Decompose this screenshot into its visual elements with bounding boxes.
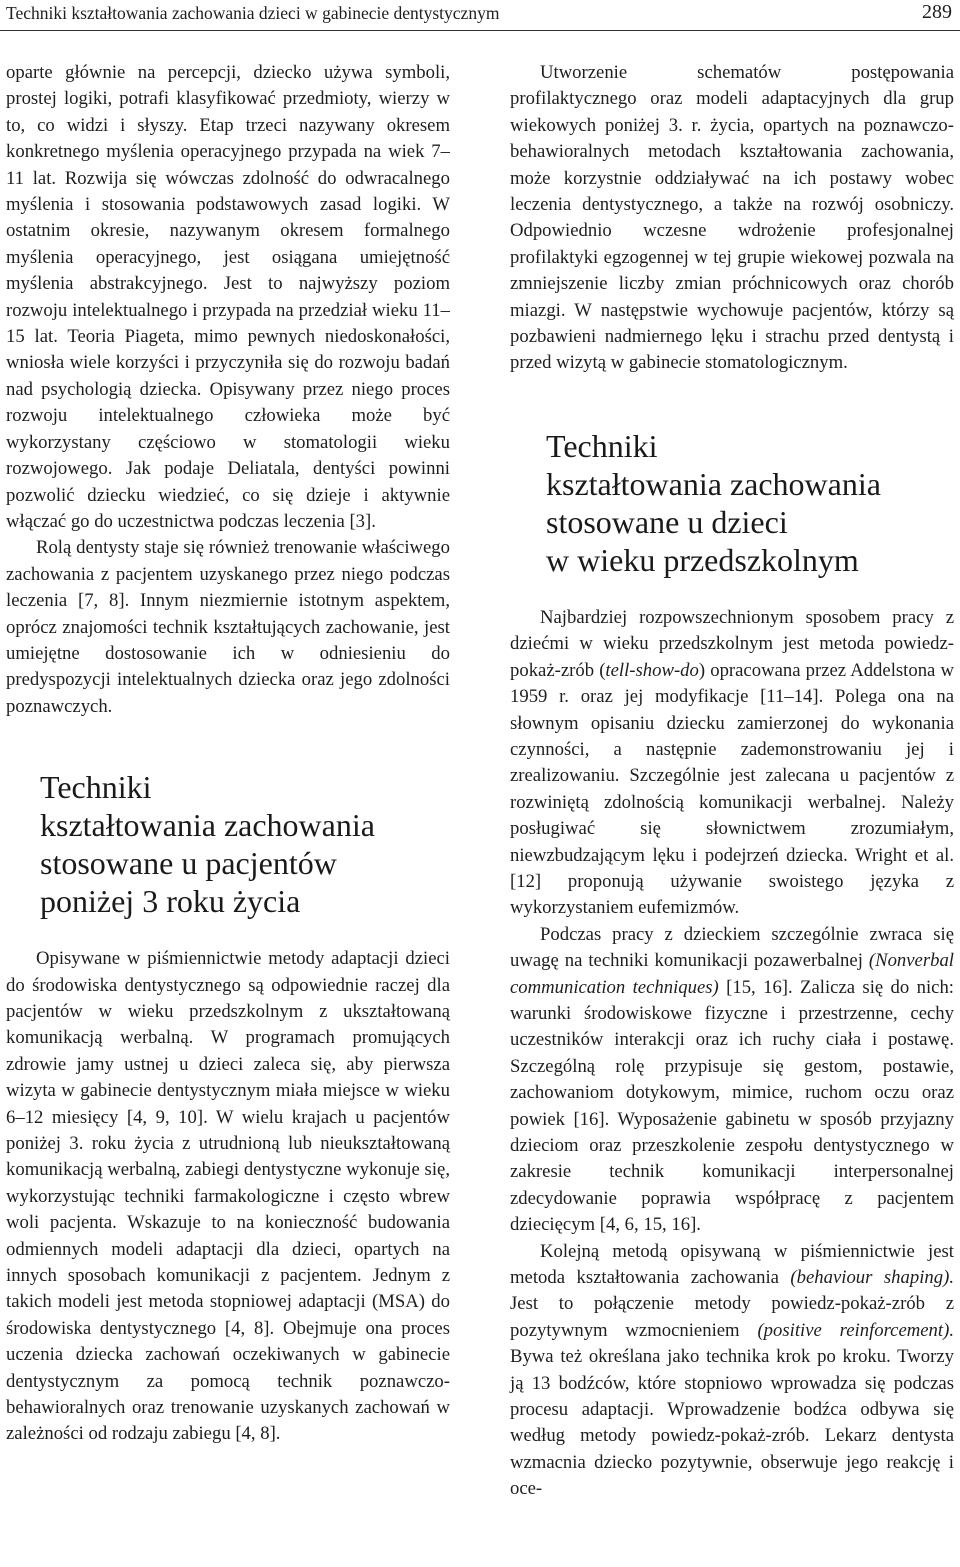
heading-line: Techniki	[40, 769, 152, 806]
text-run: Kolejną metodą opisywaną w piśmiennictwie jest metoda kształtowania zachowania	[510, 1240, 954, 1289]
heading-line: kształtowania zachowania	[40, 807, 375, 844]
left-column	[6, 60, 450, 1448]
text-run: ) opracowana przez Addelstona w 1959 r. oraz jej modyfikacje [11–14]. Polega ona na słownym opisaniu dziecku zamierzonej do wykonania czynności, a następnie zademonstrowaniu jej i zrealizowaniu. Szczególnie jest zalecana u pacjentów z rozwiniętą zdolnością komunikacji werbalnej. Należy posługiwać się słownictwem zrozumiałym, niewzbudzającym lęku i podejrzeń dziecka. Wright et al. [12] proponują używanie swoistego języka z wykorzystaniem eufemizmów.	[510, 659, 954, 919]
italic-term: (Nonverbal communication techniques)	[510, 950, 954, 998]
right-paragraph-2	[510, 605, 954, 922]
heading-line: stosowane u pacjentów	[40, 845, 337, 882]
left-paragraph-1: oparte głównie na percepcji, dziecko używa symboli, prostej logiki, potrafi klasyfikować przedmioty, wierzy w to, co widzi i słyszy. Etap trzeci nazywany okresem konkretnego myślenia operacyjnego przypada na wiek 7–11 lat. Rozwija się wówczas zdolność do odwracalnego myślenia i stosowania podstawowych zasad logiki. W ostatnim okresie, nazywanym okresem formalnego myślenia operacyjnego, jest osiągana umiejętność myślenia abstrakcyjnego. Jest to najwyższy poziom rozwoju intelektualnego i przypada na przedział wieku 11–15 lat. Teoria Piageta, mimo pewnych niedoskonałości, wniosła wiele korzyści i przyczyniła się do rozwoju badań nad psychologią dziecka. Opisywany przez niego proces rozwoju intelektualnego człowieka może być wykorzystany częściowo w stomatologii wieku rozwojowego. Jak podaje Deliatala, dentyści powinni pozwolić dziecku wiedzieć, co się dzieje i aktywnie włączać go do uczestnictwa podczas leczenia [3].	[6, 62, 450, 532]
right-paragraph-1: Utworzenie schematów postępowania profilaktycznego oraz modeli adaptacyjnych dla grup wiekowych poniżej 3. r. życia, opartych na poznawczo-behawioralnych metodach kształtowania zachowania, może korzystnie oddziaływać na ich postawy wobec leczenia dentystycznego, a także na rozwój osobniczy. Odpowiednio wczesne wdrożenie profesjonalnej profilaktyki egzogennej w tej grupie wiekowej pozwala na zmniejszenie liczby zmian próchnicowych oraz chorób miazgi. W następstwie wychowuje pacjentów, którzy są pozbawieni nadmiernego lęku i strachu przed dentystą i przed wizytą w gabinecie stomatologicznym.	[510, 62, 954, 374]
right-paragraph-3	[510, 922, 954, 1239]
page-number: 289	[922, 1, 952, 23]
section-heading-preschool	[546, 427, 954, 579]
page-header	[0, 0, 960, 31]
italic-term: (behaviour shaping).	[790, 1267, 954, 1289]
right-paragraph-4	[510, 1239, 954, 1503]
text-run: [15, 16]. Zalicza się do nich: warunki środowiskowe fizyczne i przestrzenne, cechy uczestników interakcji oraz ich ruchy ciała i postawę. Szczególną rolę przypisuje się gestom, postawie, zachowaniom dotykowym, mimice, ruchom oczu oraz powiek [16]. Wyposażenie gabinetu w sposób przyjazny dzieciom oraz przeszkolenie zespołu dentystycznego w zakresie technik komunikacji interpersonalnej zdecydowanie poprawia współpracę z pacjentem dziecięcym [4, 6, 15, 16].	[510, 976, 954, 1236]
text-run: Bywa też określana jako technika krok po kroku. Tworzy ją 13 bodźców, które stopniowo wprowadza się podczas procesu adaptacji. Wprowadzenie bodźca odbywa się według metody powiedz-pokaż-zrób. Lekarz dentysta wzmacnia dziecko pozytywnie, obserwuje jego reakcję i oce-	[510, 1346, 954, 1500]
heading-line: poniżej 3 roku życia	[40, 883, 301, 920]
text-run: Podczas pracy z dzieckiem szczególnie zwraca się uwagę na techniki komunikacji pozawerbalnej	[510, 923, 954, 972]
left-paragraph-3: Opisywane w piśmiennictwie metody adaptacji dzieci do środowiska dentystycznego są odpowiednie raczej dla pacjentów w wieku przedszkolnym z ukształtowaną komunikacją werbalną. W programach promujących zdrowie jamy ustnej u dzieci zaleca się, aby pierwsza wizyta w gabinecie dentystycznym miała miejsce w wieku 6–12 miesięcy [4, 9, 10]. W wielu krajach u pacjentów poniżej 3. roku życia z utrudnioną lub nieukształtowaną komunikacją werbalną, zabiegi dentystyczne wykonuje się, wykorzystując techniki farmakologiczne i często wbrew woli pacjenta. Wskazuje to na konieczność budowania odmiennych modeli adaptacji dla dzieci, opartych na innych sposobach komunikacji z pacjentem. Jednym z takich modeli jest metoda stopniowej adaptacji (MSA) do środowiska dentystycznego [4, 8]. Obejmuje ona proces uczenia dziecka zachowań oczekiwanych w gabinecie dentystycznym za pomocą technik poznawczo-behawioralnych oraz trenowanie uzyskanych zachowań w zależności od rodzaju zabiegu [4, 8].	[6, 948, 450, 1445]
heading-line: Techniki	[546, 427, 658, 464]
text-run: Najbardziej rozpowszechnionym sposobem pracy z dziećmi w wieku przedszkolnym jest metoda powiedz-pokaż-zrób (	[510, 606, 954, 681]
italic-term: (positive reinforcement).	[757, 1319, 954, 1341]
heading-line: kształtowania zachowania	[546, 465, 881, 502]
section-heading-under-3	[40, 768, 450, 920]
heading-line: stosowane u dzieci	[546, 503, 788, 540]
heading-line: w wieku przedszkolnym	[546, 541, 859, 578]
italic-term: tell-show-do	[605, 659, 699, 681]
left-paragraph-2: Rolą dentysty staje się również trenowanie właściwego zachowania z pacjentem uzyskanego przez niego podczas leczenia [7, 8]. Innym niezmiernie istotnym aspektem, oprócz znajomości technik kształtujących zachowanie, jest umiejętne dostosowanie ich w odniesieniu do predyspozycji intelektualnych dziecka oraz jego zdolności poznawczych.	[6, 537, 450, 717]
right-column	[510, 60, 954, 1503]
running-title: Techniki kształtowania zachowania dzieci w gabinecie dentystycznym	[6, 3, 500, 23]
text-run: Jest to połączenie metody powiedz-pokaż-zrób z pozytywnym wzmocnieniem	[510, 1293, 954, 1341]
